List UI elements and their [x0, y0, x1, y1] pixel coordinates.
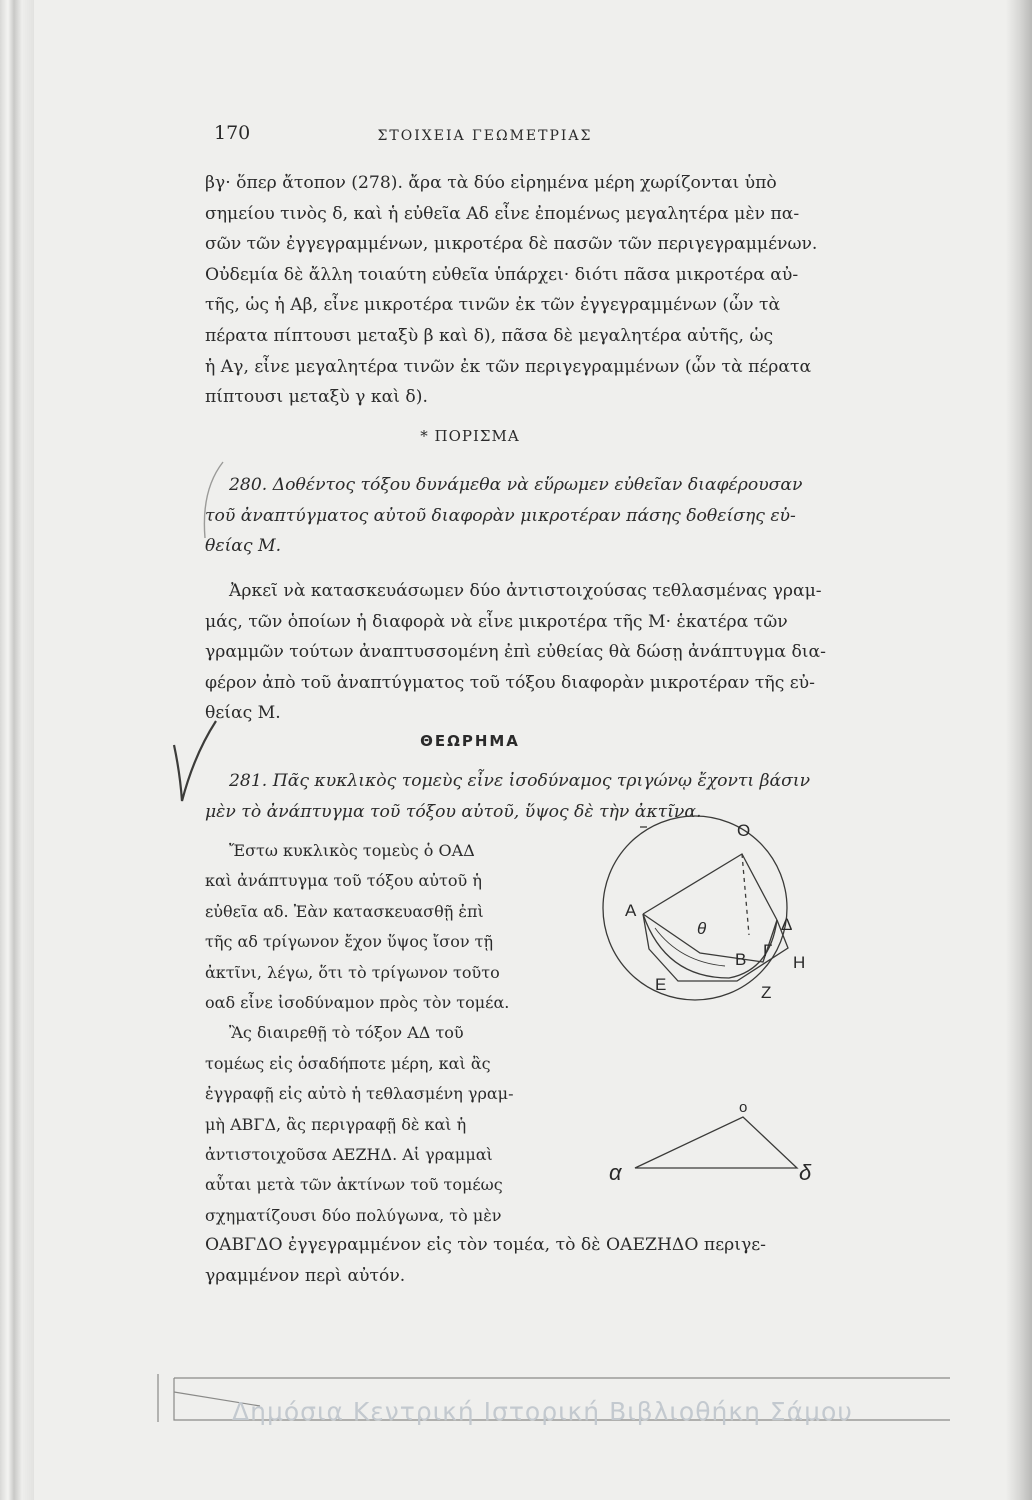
text-line: αὗται μετὰ τῶν ἀκτίνων τοῦ τομέως [205, 1175, 503, 1195]
text-line: φέρον ἀπὸ τοῦ ἀναπτύγματος τοῦ τόξου διαφορὰν μικροτέραν τῆς εὐ- [205, 672, 815, 693]
text-line: ἐγγραφῇ εἰς αὐτὸ ἡ τεθλασμένη γραμ- [205, 1084, 514, 1104]
text-line: Ἔστω κυκλικὸς τομεὺς ὁ ΟΑΔ [229, 841, 475, 860]
text-line: πέρατα πίπτουσι μεταξὺ β καὶ δ), πᾶσα δὲ μεγαλητέρα αὐτῆς, ὡς [205, 325, 774, 346]
text-line: θείας Μ. [205, 536, 282, 557]
radius-pair [643, 854, 777, 920]
text-line: εὐθεῖα αδ. Ἐὰν κατασκευασθῇ ἐπὶ [205, 901, 484, 921]
label-E: E [655, 975, 667, 994]
text-line: μάς, τῶν ὁποίων ἡ διαφορὰ νὰ εἶνε μικροτέρα τῆς Μ· ἑκατέρα τῶν [205, 611, 788, 632]
library-watermark: Δημόσια Κεντρική Ιστορική Βιβλιοθήκη Σάμου [232, 1397, 853, 1426]
text-line: οαδ εἶνε ἰσοδύναμον πρὸς τὸν τομέα. [205, 993, 510, 1013]
label-Delta: Δ [781, 915, 793, 934]
label-Z: Z [761, 983, 772, 1002]
triangle [635, 1117, 797, 1168]
label-B: B [735, 950, 747, 969]
text-line: ἀκτῖνι, λέγω, ὅτι τὸ τρίγωνον τοῦτο [205, 962, 500, 982]
text-line: μὴ ΑΒΓΔ, ἂς περιγραφῇ δὲ καὶ ἡ [205, 1114, 467, 1134]
text-line: σῶν τῶν ἐγγεγραμμένων, μικροτέρα δὲ πασῶν τῶν περιγεγραμμένων. [205, 234, 818, 255]
text-line: τομέως εἰς ὁσαδήποτε μέρη, καὶ ἂς [205, 1053, 491, 1073]
label-theta: θ [697, 919, 707, 938]
text-line: Οὐδεμία δὲ ἄλλη τοιαύτη εὐθεῖα ὑπάρχει· διότι πᾶσα μικροτέρα αὐ- [205, 264, 799, 285]
text-line: καὶ ἀνάπτυγμα τοῦ τόξου αὐτοῦ ἡ [205, 871, 482, 891]
porisma-statement [205, 470, 803, 562]
theorem-statement [205, 766, 811, 827]
text-line: θείας Μ. [205, 703, 281, 724]
page-header [200, 122, 770, 152]
text-line: γραμμένον περὶ αὐτόν. [205, 1265, 406, 1286]
label-Gamma: Γ [763, 941, 773, 960]
text-line: ΟΑΒΓΔΟ ἐγγεγραμμένον εἰς τὸν τομέα, τὸ δὲ ΟΑΕΖΗΔΟ περιγε- [205, 1235, 766, 1255]
text-line: τῆς, ὡς ἡ Αβ, εἶνε μικροτέρα τινῶν ἐκ τῶν ἐγγεγραμμένων (ὧν τὰ [205, 295, 781, 316]
text-line: τῆς αδ τρίγωνον ἔχον ὕψος ἴσον τῇ [205, 932, 494, 952]
text-line: Ἀρκεῖ νὰ κατασκευάσωμεν δύο ἀντιστοιχούσας τεθλασμένας γραμ- [229, 581, 822, 601]
inner-curve [655, 928, 725, 966]
text-line: τοῦ ἀναπτύγματος αὐτοῦ διαφορὰν μικροτέραν πάσης δοθείσης εὐ- [205, 505, 796, 526]
bottom-paragraph [205, 1230, 766, 1291]
text-line: ἡ Αγ, εἶνε μεγαλητέρα τινῶν ἐκ τῶν περιγεγραμμένων (ὧν τὰ πέρατα [205, 356, 812, 377]
text-line: μὲν τὸ ἀνάπτυγμα τοῦ τόξου αὐτοῦ, ὕψος δὲ τὴν ἀκτῖνα. [205, 801, 702, 822]
label-A: A [625, 901, 637, 920]
text-line: σημείου τινὸς δ, καὶ ἡ εὐθεῖα Αδ εἶνε ἐπομένως μεγαλητέρα μὲν πα- [205, 203, 800, 224]
text-line: πίπτουσι μεταξὺ γ καὶ δ). [205, 387, 428, 408]
porisma-text [205, 576, 826, 729]
sector-figure [585, 821, 812, 1185]
porisma-heading: * ΠΟΡΙΣΜΑ [420, 427, 520, 445]
top-paragraph [205, 168, 818, 413]
text-line: γραμμῶν τούτων ἀναπτυσσομένη ἐπὶ εὐθείας θὰ δώσῃ ἀνάπτυγμα δια- [205, 642, 826, 663]
label-o-small: o [739, 1099, 748, 1116]
label-H: H [793, 953, 806, 972]
text-line: βγ· ὅπερ ἄτοπον (278). ἄρα τὰ δύο εἰρημένα μέρη χωρίζονται ὑπὸ [205, 173, 777, 193]
running-title: ΣΤΟΙΧΕΙΑ ΓΕΩΜΕΤΡΙΑΣ [377, 128, 593, 144]
theorem-heading: ΘΕΩΡΗΜΑ [420, 732, 520, 750]
text-line: 281. Πᾶς κυκλικὸς τομεὺς εἶνε ἰσοδύναμος τριγώνῳ ἔχοντι βάσιν [229, 771, 811, 791]
proof-column [205, 836, 585, 1231]
label-O: O [737, 821, 751, 840]
page-number: 170 [214, 122, 251, 144]
text-line: Ἂς διαιρεθῇ τὸ τόξον ΑΔ τοῦ [229, 1023, 464, 1043]
text-line: σχηματίζουσι δύο πολύγωνα, τὸ μὲν [205, 1205, 502, 1225]
label-delta-small: δ [799, 1160, 812, 1185]
text-line: 280. Δοθέντος τόξου δυνάμεθα νὰ εὕρωμεν εὐθεῖαν διαφέρουσαν [229, 475, 803, 495]
label-alpha-small: α [609, 1160, 622, 1185]
text-line: ἀντιστοιχοῦσα ΑΕΖΗΔ. Αἱ γραμμαὶ [205, 1145, 493, 1165]
